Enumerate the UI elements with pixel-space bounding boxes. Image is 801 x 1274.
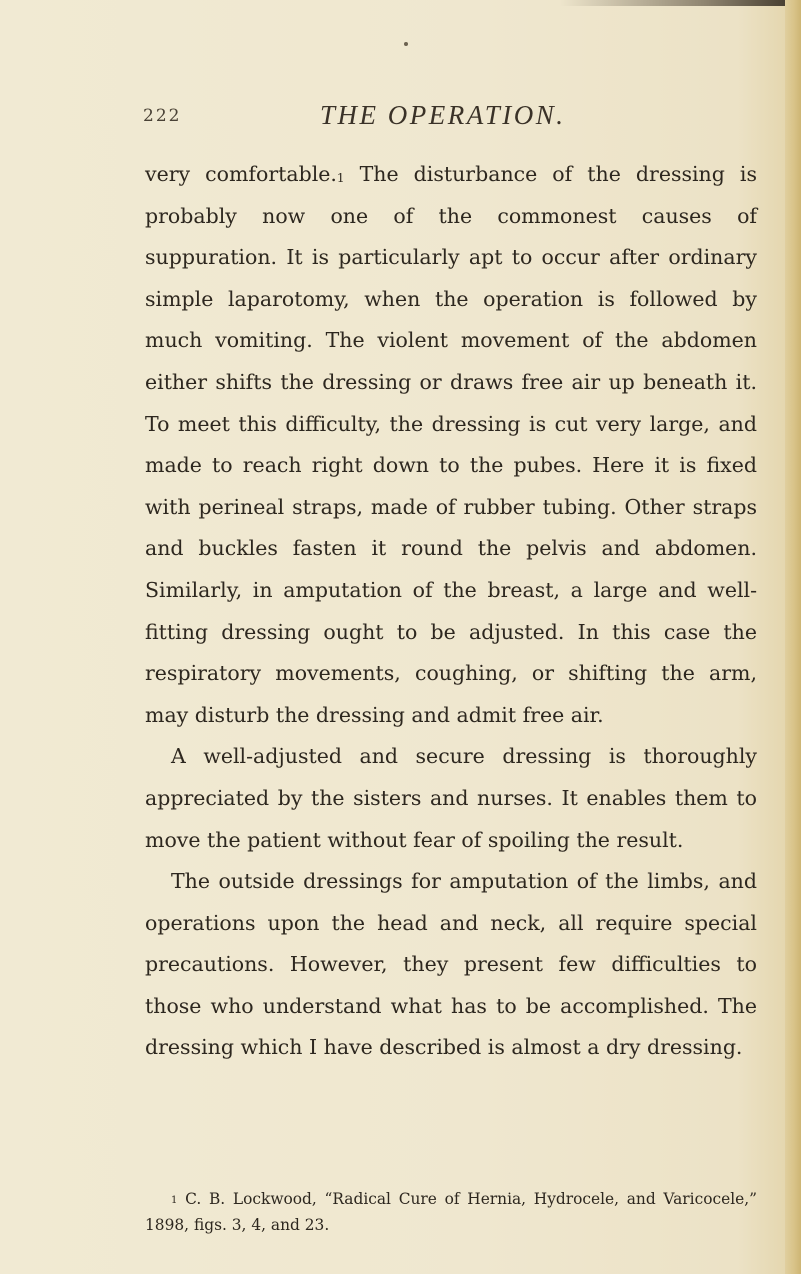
paragraph-3: The outside dressings for amputation of the limbs, and operations upon the head and neck, all require special precautions. However, they present few difficulties to those who understand what has to be accomplished. The dressing which I have described is almost a dry dressing. [145, 869, 757, 1060]
page-header [0, 100, 801, 140]
paragraph-2: A well-adjusted and secure dressing is thoroughly appreciated by the sisters and nurses. It enables them to move the patient without fear of spoiling the result. [145, 744, 757, 852]
page-number: 222 [143, 106, 182, 126]
running-head: THE OPERATION. [320, 100, 566, 130]
body-text [145, 154, 757, 1069]
page-edge-shadow [560, 0, 801, 6]
footnote [145, 1186, 757, 1238]
paragraph-1-rest: The disturbance of the dressing is probably now one of the commonest causes of suppuration. It is particularly apt to occur after ordinary simple laparotomy, when the operation is followed by much vomiting. The violent movement of the abdomen either shifts the dressing or draws free air up beneath it. To meet this difficulty, the dressing is cut very large, and made to reach right down to the pubes. Here it is fixed with perineal straps, made of rubber tubing. Other straps and buckles fasten it round the pelvis and abdomen. Similarly, in amputation of the breast, a large and well-fitting dressing ought to be adjusted. In this case the respiratory movements, coughing, or shifting the arm, may disturb the dressing and admit free air. [145, 162, 757, 727]
paragraph-1 [145, 154, 757, 736]
print-speck [404, 42, 408, 46]
footnote-line [145, 1186, 757, 1238]
paragraph-1-start: very comfortable. [145, 162, 337, 186]
page-gutter-edge [785, 0, 801, 1274]
footnote-reference: 1 [336, 171, 345, 185]
footnote-text: C. B. Lockwood, “Radical Cure of Hernia, Hydrocele, and Varicocele,” 1898, figs. 3, 4, and 23. [145, 1190, 757, 1234]
footnote-mark: 1 [171, 1195, 178, 1206]
